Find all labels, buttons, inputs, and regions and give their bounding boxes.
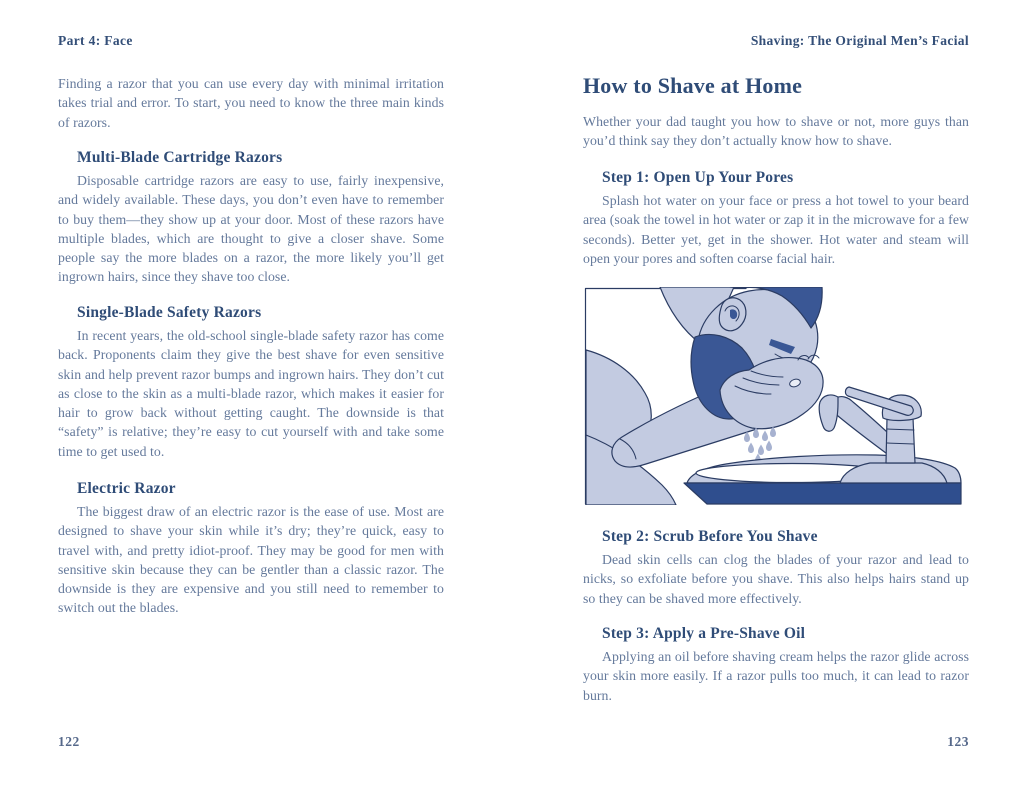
section-body-multi-blade: Disposable cartridge razors are easy to use, fairly inexpensive, and widely available. These days, you don’t even have to remember to buy them—they show up at your door. Most of these razors have multiple blades, which are thought to give a closer shave. Some people say the more blades on a razor, the more likely you’ll get ingrown hairs, since they shave too close. [58, 173, 444, 285]
chapter-title: How to Shave at Home [583, 73, 803, 98]
section-heading-single-blade: Single-Blade Safety Razors [77, 304, 262, 321]
section-heading-electric: Electric Razor [77, 480, 176, 497]
section-body-step3: Applying an oil before shaving cream helps the razor glide across your skin more easily. If a razor pulls too much, it can lead to razor burn. [583, 649, 969, 703]
right-running-head: Shaving: The Original Men’s Facial [750, 33, 969, 48]
sink-front [684, 483, 961, 504]
section-heading-step3: Step 3: Apply a Pre-Shave Oil [602, 625, 806, 642]
section-body-step1: Splash hot water on your face or press a hot towel to your beard area (soak the towel in hot water or zap it in the microwave for a few seconds). Better yet, get in the shower. Hot water and steam will open your pores and soften coarse facial hair. [583, 193, 969, 266]
left-page-number: 122 [58, 734, 80, 749]
illustration-man-washing-face-over-sink [584, 287, 964, 505]
section-heading-step1: Step 1: Open Up Your Pores [602, 169, 794, 186]
left-intro-paragraph: Finding a razor that you can use every day with minimal irritation takes trial and error. To start, you need to know the three main kinds of razors. [58, 76, 444, 130]
left-running-head: Part 4: Face [58, 33, 133, 48]
section-body-electric: The biggest draw of an electric razor is the ease of use. Most are designed to shave your skin while it’s dry; they’re quick, easy to travel with, and pretty idiot-proof. They may be good for men with sensitive skin because they can be gentler than a classic razor. The downside is they are expensive and you still need to remember to switch out the blades. [58, 504, 444, 616]
section-heading-multi-blade: Multi-Blade Cartridge Razors [77, 149, 283, 166]
section-heading-step2: Step 2: Scrub Before You Shave [602, 528, 818, 545]
right-page-number: 123 [947, 734, 969, 749]
section-body-step2: Dead skin cells can clog the blades of your razor and lead to nicks, so exfoliate before you shave. This also helps hairs stand up so they can be shaved more effectively. [583, 552, 969, 606]
washing-face-illustration-svg [584, 287, 964, 505]
section-body-single-blade: In recent years, the old-school single-blade safety razor has come back. Proponents claim they give the best shave for even sensitive skin and help prevent razor bumps and ingrown hairs. They don’t cut as close to the skin as a multi-blade razor, which makes it easier for hair to grow back without getting caught. The downside is that “safety” is relative; they’re easy to cut yourself with and take some time to get used to. [58, 328, 444, 459]
right-intro-paragraph: Whether your dad taught you how to shave or not, more guys than you’d think say they don’t actually know how to shave. [583, 114, 969, 149]
